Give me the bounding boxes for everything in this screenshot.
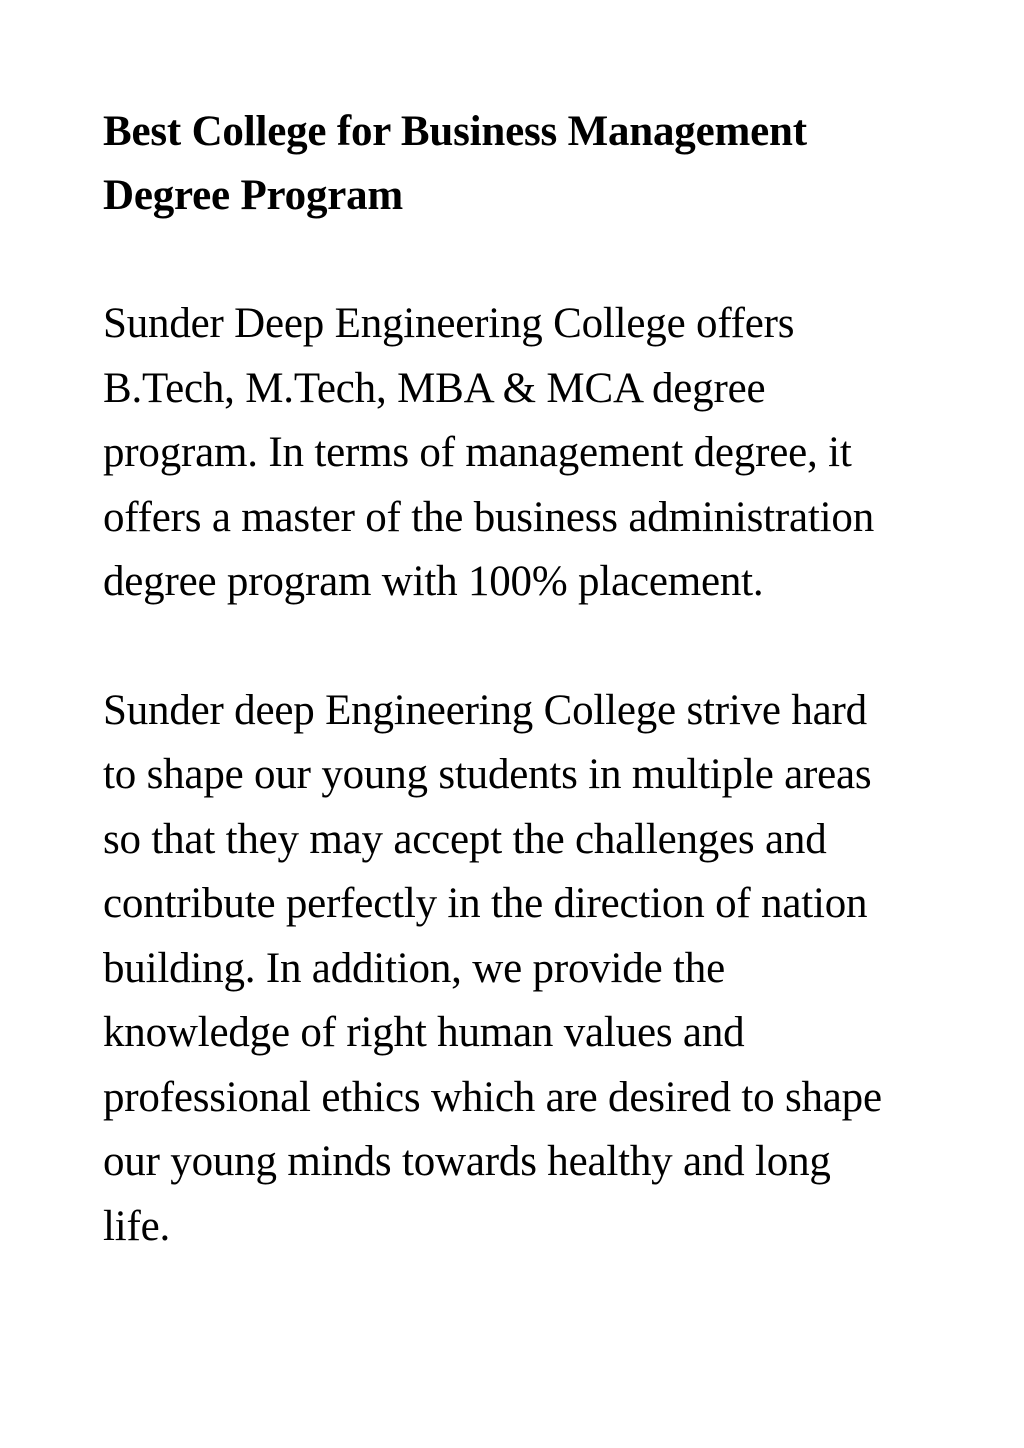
paragraph-line: offers a master of the business administration <box>103 493 874 541</box>
title-line: Best College for Business Management <box>103 108 807 155</box>
paragraph-line: life. <box>103 1202 171 1250</box>
paragraph-college-mission <box>103 679 973 1260</box>
paragraph-line: knowledge of right human values and <box>103 1009 745 1056</box>
paragraph-college-offers <box>103 292 973 615</box>
paragraph-line: Sunder deep Engineering College strive hard <box>103 686 867 734</box>
paragraph-line: B.Tech, M.Tech, MBA & MCA degree <box>103 364 766 412</box>
paragraph-line: program. In terms of management degree, it <box>103 429 852 476</box>
paragraph-line: professional ethics which are desired to shape <box>103 1073 882 1121</box>
paragraph-line: Sunder Deep Engineering College offers <box>103 300 795 347</box>
title-line: Degree Program <box>103 172 404 219</box>
paragraph-line: so that they may accept the challenges and <box>103 815 827 863</box>
paragraph-line: to shape our young students in multiple areas <box>103 751 872 798</box>
document-body <box>103 100 973 1259</box>
paragraph-line: degree program with 100% placement. <box>103 558 764 605</box>
paragraph-line: building. In addition, we provide the <box>103 944 725 992</box>
paragraph-line: contribute perfectly in the direction of nation <box>103 880 868 927</box>
document-title <box>103 100 973 228</box>
paragraph-line: our young minds towards healthy and long <box>103 1138 831 1185</box>
